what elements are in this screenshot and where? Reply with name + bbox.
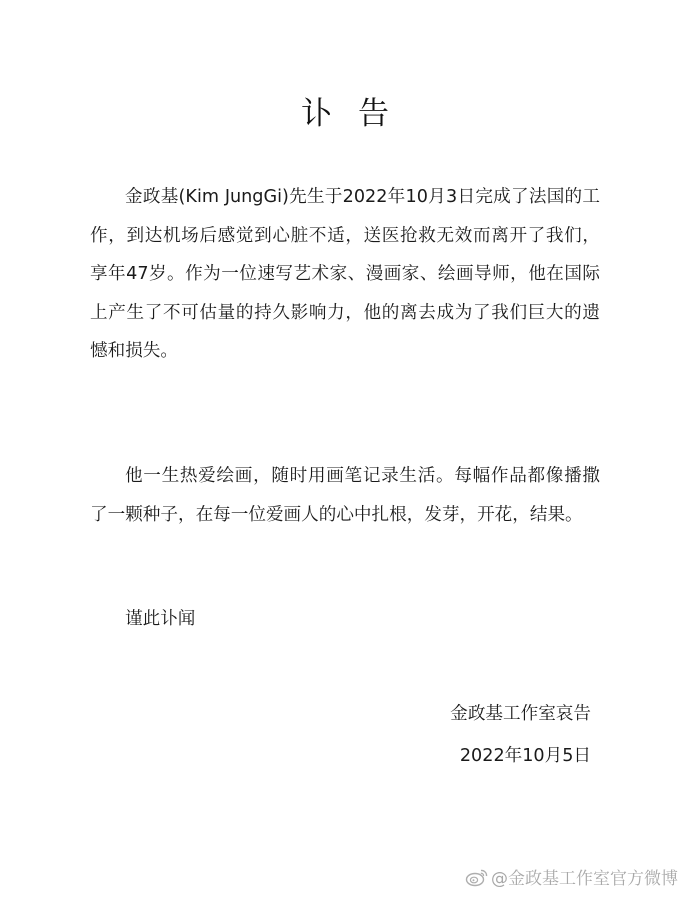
paragraph-2: 他一生热爱绘画，随时用画笔记录生活。每幅作品都像播撒了一颗种子，在每一位爱画人的心中扎根，发芽，开花，结果。 — [90, 466, 600, 525]
weibo-icon — [465, 867, 489, 887]
watermark-text: @金政基工作室官方微博 — [491, 869, 678, 889]
document-title: 讣告 — [301, 96, 415, 132]
closing-line: 谨此讣闻 — [125, 609, 196, 629]
signature: 金政基工作室哀告 — [450, 704, 591, 724]
document-date: 2022年10月5日 — [459, 746, 591, 766]
paragraph-1: 金政基(Kim JungGi)先生于2022年10月3日完成了法国的工作，到达机场后感觉到心脏不适，送医抢救无效而离开了我们，享年47岁。作为一位速写艺术家、漫画家、绘画导师，他在国际上产生了不可估量的持久影响力，他的离去成为了我们巨大的遗憾和损失。 — [90, 187, 600, 361]
weibo-watermark — [465, 864, 678, 889]
